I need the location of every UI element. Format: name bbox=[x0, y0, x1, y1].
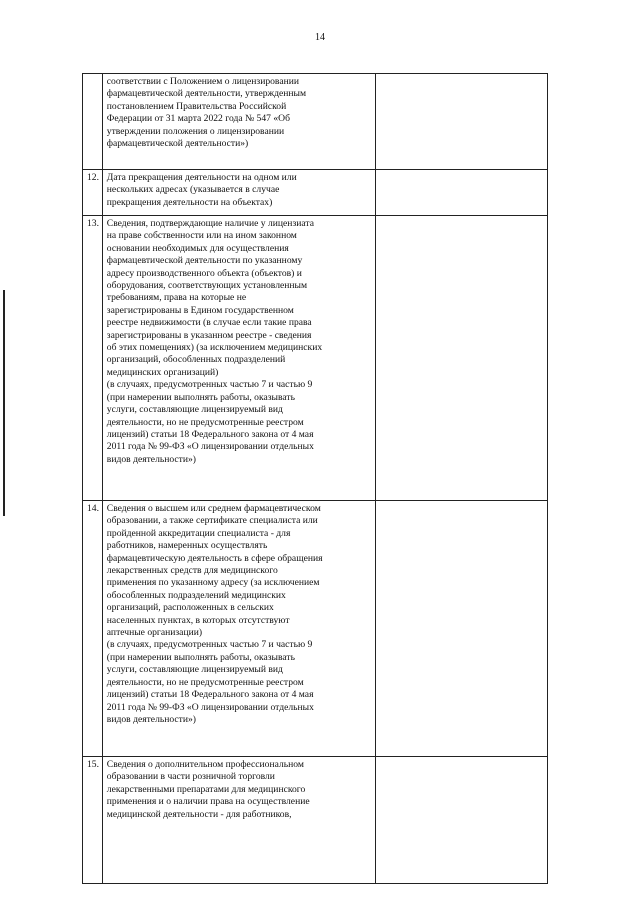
description-line: фармацевтической деятельности по указанному bbox=[106, 255, 303, 267]
description-line: прекращения деятельности на объектах) bbox=[106, 196, 273, 208]
table-row bbox=[83, 170, 548, 216]
row-description bbox=[102, 216, 375, 501]
table-row bbox=[83, 216, 548, 501]
description-line: применения и о наличии права на осуществление bbox=[106, 796, 310, 808]
description-line: об этих помещениях) (за исключением медицинских bbox=[106, 342, 323, 354]
row-value bbox=[375, 170, 547, 216]
description-line: услуги, составляющие лицензируемый вид bbox=[106, 664, 283, 676]
row-number: 14. bbox=[83, 501, 103, 757]
description-line: деятельности, но не предусмотренные реестром bbox=[106, 676, 304, 688]
description-line: постановлением Правительства Российской bbox=[106, 100, 287, 112]
description-line: медицинской деятельности - для работников, bbox=[106, 808, 292, 820]
description-line: образовании в части розничной торговли bbox=[106, 771, 275, 783]
description-line: медицинских организаций) bbox=[106, 366, 219, 378]
description-line: Сведения о дополнительном профессиональном bbox=[106, 759, 304, 770]
description-line: 2011 года № 99-ФЗ «О лицензировании отдельных bbox=[106, 441, 314, 453]
description-line: деятельности, но не предусмотренные реестром bbox=[106, 416, 304, 428]
description-line: Федерации от 31 марта 2022 года № 547 «Об bbox=[106, 113, 290, 125]
description-line: населенных пунктах, в которых отсутствуют bbox=[106, 614, 290, 626]
description-line: Сведения о высшем или среднем фармацевтическом bbox=[106, 503, 321, 514]
description-line: услуги, составляющие лицензируемый вид bbox=[106, 404, 283, 416]
description-line: организаций, расположенных в сельских bbox=[106, 602, 274, 614]
row-number: 12. bbox=[83, 170, 103, 216]
description-line: лицензий) статьи 18 Федерального закона от 4 мая bbox=[106, 428, 314, 440]
description-line: образовании, а также сертификате специалиста или bbox=[106, 515, 318, 527]
description-line: видов деятельности») bbox=[106, 713, 196, 725]
description-line: фармацевтической деятельности») bbox=[106, 138, 249, 150]
row-description bbox=[102, 170, 375, 216]
description-line: лекарственных средств для медицинского bbox=[106, 565, 278, 577]
description-line: фармацевтическую деятельность в сфере обращения bbox=[106, 552, 323, 564]
description-line: реестре недвижимости (в случае если такие права bbox=[106, 317, 312, 329]
binding-mark bbox=[3, 290, 5, 516]
row-value bbox=[375, 74, 547, 170]
row-value bbox=[375, 501, 547, 757]
description-line: лицензий) статьи 18 Федерального закона от 4 мая bbox=[106, 689, 314, 701]
description-line: фармацевтической деятельности, утвержденным bbox=[106, 88, 307, 100]
description-line: требованиям, права на которые не bbox=[106, 292, 247, 304]
description-line: адресу производственного объекта (объектов) и bbox=[106, 267, 302, 279]
description-line: лекарственными препаратами для медицинского bbox=[106, 783, 306, 795]
description-line: работников, намеренных осуществлять bbox=[106, 540, 268, 552]
description-line: применения по указанному адресу (за исключением bbox=[106, 577, 320, 589]
description-line: зарегистрированы в Едином государственном bbox=[106, 304, 294, 316]
row-number bbox=[83, 74, 103, 170]
description-line: (при намерении выполнять работы, оказывать bbox=[106, 391, 295, 403]
row-number: 15. bbox=[83, 757, 103, 884]
row-value bbox=[375, 216, 547, 501]
page-number: 14 bbox=[315, 32, 325, 43]
description-line: 2011 года № 99-ФЗ «О лицензировании отдельных bbox=[106, 701, 314, 713]
table-row bbox=[83, 74, 548, 170]
description-line: соответствии с Положением о лицензировании bbox=[106, 76, 299, 87]
row-value bbox=[375, 757, 547, 884]
description-line: (в случаях, предусмотренных частью 7 и частью 9 bbox=[106, 379, 313, 391]
description-line: (в случаях, предусмотренных частью 7 и частью 9 bbox=[106, 639, 313, 651]
description-line: нескольких адресах (указывается в случае bbox=[106, 184, 280, 196]
description-line: Дата прекращения деятельности на одном или bbox=[106, 172, 297, 183]
description-line: аптечные организации) bbox=[106, 627, 203, 639]
description-line: Сведения, подтверждающие наличие у лицензиата bbox=[106, 218, 314, 229]
description-line: основании необходимых для осуществления bbox=[106, 242, 289, 254]
row-description bbox=[102, 74, 375, 170]
description-line: (при намерении выполнять работы, оказывать bbox=[106, 651, 295, 663]
table-row bbox=[83, 757, 548, 884]
description-line: на праве собственности или на ином законном bbox=[106, 230, 297, 242]
description-line: видов деятельности») bbox=[106, 453, 196, 465]
description-line: обособленных подразделений медицинских bbox=[106, 589, 286, 601]
description-line: оборудования, соответствующих установленным bbox=[106, 280, 308, 292]
description-line: пройденной аккредитации специалиста - для bbox=[106, 527, 291, 539]
description-line: утверждении положения о лицензировании bbox=[106, 125, 285, 137]
row-number: 13. bbox=[83, 216, 103, 501]
row-description bbox=[102, 501, 375, 757]
description-line: организаций, обособленных подразделений bbox=[106, 354, 286, 366]
row-description bbox=[102, 757, 375, 884]
description-line: зарегистрированы в указанном реестре - сведения bbox=[106, 329, 312, 341]
license-info-table bbox=[82, 73, 548, 884]
table-row bbox=[83, 501, 548, 757]
